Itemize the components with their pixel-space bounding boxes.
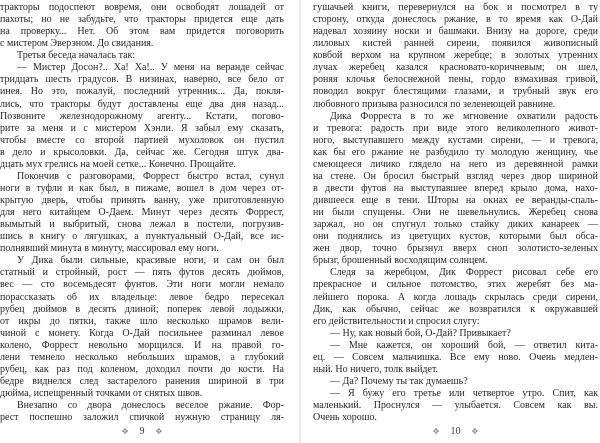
text-line: для него китайцем О-Даем. Минут через десять Форрест, (0, 207, 284, 219)
text-line: надевал хозяину носки и башмаки. Внизу на дороге, среди (313, 26, 598, 38)
text-line: лейшего порока. А когда лошадь скрылась среди сирени, (313, 291, 598, 303)
text-line: жен двор, точно брызнул вверх сноп золотисто-зеленых (313, 243, 598, 255)
text-line: чтобы вместе со второй партией мухоловок он пустил (0, 134, 284, 146)
text-line: роняя клочья белоснежной пены, гордо взмахивая гривой, (313, 74, 598, 86)
text-line: рубец, как раз под коленом, доходил почти до кости. На (0, 363, 284, 375)
text-line: рите за меня и с мистером Хэнли. Я забыл ему сказать, (0, 122, 284, 134)
text-line: лучах жеребец казался красновато-коричневым; он шел, (313, 62, 598, 74)
text-line: — Мистер Досон?.. Ха! Ха!.. У меня на веранде сейчас (17, 62, 284, 74)
text-line: инея. Но это, пожалуй, последний утренник... Да, покля- (0, 86, 284, 98)
text-line: Очень хорошо. (313, 412, 377, 424)
text-line: Позвоните железнодорожному агенту... Кстати, погово- (0, 110, 284, 122)
text-line: тракторы подоспеют вовремя, они освободят лошадей от (0, 2, 284, 13)
text-line: от икры до пятки, также шло несколько шрамов вели- (0, 315, 284, 327)
text-line: Внезапно со двора донеслось веселое ржание. Фор- (17, 400, 284, 412)
page-left-footer (0, 426, 284, 437)
text-line: поводил вокруг блестящими глазами, и трубный звук его (313, 86, 598, 98)
text-line: как бы его ржание не разбудило ту молодую женщину, чье (313, 146, 598, 158)
text-line: Покончив с разговорами, Форрест быстро встал, сунул (17, 170, 284, 182)
text-line: на проверку... Нет. Об этом вам придется поговорить (0, 26, 284, 38)
text-line: дюйма, испещренный точками от снятых швов. (0, 388, 203, 399)
text-line: У Дика были сильные, красивые ноги, и сам он был (17, 255, 284, 267)
text-line: в дело и крысоловки. Да, сейчас же. Сегодня штук два- (0, 146, 284, 158)
text-line: Дика Форреста в то же мгновение охватили радость (330, 110, 598, 122)
text-line: на стене. Он бросил быстрый взгляд через двор шириной (313, 170, 598, 182)
fleuron-icon: ✥ (121, 426, 129, 436)
page-number: 10 (450, 426, 461, 437)
text-line: в двести футов на выступавшее вперед крыло дома, нахо- (313, 182, 598, 194)
page-number: 9 (139, 426, 145, 437)
text-line: Дик, как обычно, сейчас же возвратился к окружавшей (313, 303, 598, 315)
text-line: смеющееся личико глядело на него из деревянной рамки (313, 158, 598, 170)
text-line: ный. Но ничего, толк выйдет. (313, 363, 439, 375)
text-line: лиловых кистей ранней сирени, появился живописный (313, 38, 598, 50)
text-line: крытую дверь, чтобы принять ванну, уже приготовленную (0, 195, 284, 206)
text-line: ного, выступавшего между кустами сирени, — и тревога, (313, 134, 598, 146)
fleuron-icon: ✥ (471, 426, 479, 436)
text-line: рест поспешно заложил спичкой нужную страницу ля- (0, 412, 284, 424)
text-line: ноги в туфли и как был, в пижаме, вошел в дом через от- (0, 182, 284, 194)
text-line: ни были спущены. Они не шевельнулись. Жеребец снова (313, 207, 598, 219)
text-line: — Ну, как новый бой, О-Дай? Привыкает? (330, 327, 511, 339)
text-line: — Мне кажется, он хороший бой, — ответил кита- (330, 339, 598, 351)
text-line: брызг, брошенный восходящим солнцем. (313, 255, 488, 267)
text-line: вымытый и выбритый, снова лежал в постели, погрузив- (0, 219, 284, 231)
text-line: лени темнело несколько небольших шрамов, а глубокий (0, 351, 284, 363)
text-line: пахоты; но не забудьте, что тракторы придется еще дать (0, 14, 284, 26)
text-line: лись, что тракторы будут доставлены еще два дня назад... (0, 98, 284, 110)
page-left (0, 0, 299, 443)
text-line: гушачьей книги, перевернулся на бок и посмотрел в ту (313, 2, 598, 13)
text-line: вес — сто восемьдесят фунтов. Эти ноги могли немало (0, 279, 284, 291)
text-line: ковбой верхом на крупном жеребце; в золотых утренних (313, 50, 598, 62)
text-line: полнявший минута в минуту, массировал ему ноги. (0, 243, 219, 255)
text-line: Следя за жеребцом, Дик Форрест рисовал себе его (330, 267, 598, 279)
text-line: чиной с монету. Когда О-Дай посильнее разминал левое (0, 327, 284, 339)
text-line: дившееся еще в тени. Шторы на окнах ее веранды-спаль- (313, 195, 598, 206)
text-line: сторону, откуда донеслось ржание, в то время как О-Дай (313, 14, 598, 26)
text-line: его действительности и спросил слугу: (313, 315, 480, 327)
page-right (301, 0, 600, 443)
text-line: они поднялись из цветущих кустов, которыми был обса- (313, 231, 598, 243)
text-line: — Да? Почему ты так думаешь? (330, 375, 468, 387)
text-line: дцать мух грелись на моей сетке... Конечно. Прощайте. (0, 158, 236, 170)
text-line: статный и стройный, рост — пять футов десять дюймов, (0, 267, 284, 279)
text-line: тридцать шесть градусов. В низинах, наверно, все бело от (0, 74, 284, 86)
fleuron-icon: ✥ (432, 426, 440, 436)
text-line: шись в книгу о лягушках, а пунктуальный О-Дай, все ис- (0, 231, 284, 243)
text-line: Третья беседа началась так: (17, 50, 136, 62)
text-line: любовного призыва разносился по зеленеющей равнине. (313, 98, 556, 110)
text-line: порассказать об их владельце: левое бедро пересекал (0, 291, 284, 303)
page-left-text (0, 2, 284, 424)
page-right-footer (313, 426, 598, 437)
text-line: с мистером Эверэном. До свидания. (0, 38, 154, 50)
text-line: бедре виднелся след застарелого ранения шириной в три (0, 375, 284, 387)
text-line: — Я бужу его третье или четвертое утро. Спит, как (330, 388, 598, 399)
fleuron-icon: ✥ (155, 426, 163, 436)
page-right-text (313, 2, 598, 424)
text-line: рубец дюймов в десять длиной; поперек левой лодыжки, (0, 303, 284, 315)
text-line: ец. — Совсем мальчишка. Все ему ново. Очень медлен- (313, 351, 598, 363)
text-line: заржал, но он спугнул только стайку диких канареек — (313, 219, 598, 231)
text-line: маленький. Проснулся — улыбается. Совсем как вы. (313, 400, 598, 412)
text-line: и тревога: радость при виде этого великолепного живот- (313, 122, 598, 134)
text-line: колено, Форрест невольно морщился. И на правой го- (0, 339, 284, 351)
text-line: прекрасное и сильное потомство, этих жеребят без ма- (313, 279, 598, 291)
